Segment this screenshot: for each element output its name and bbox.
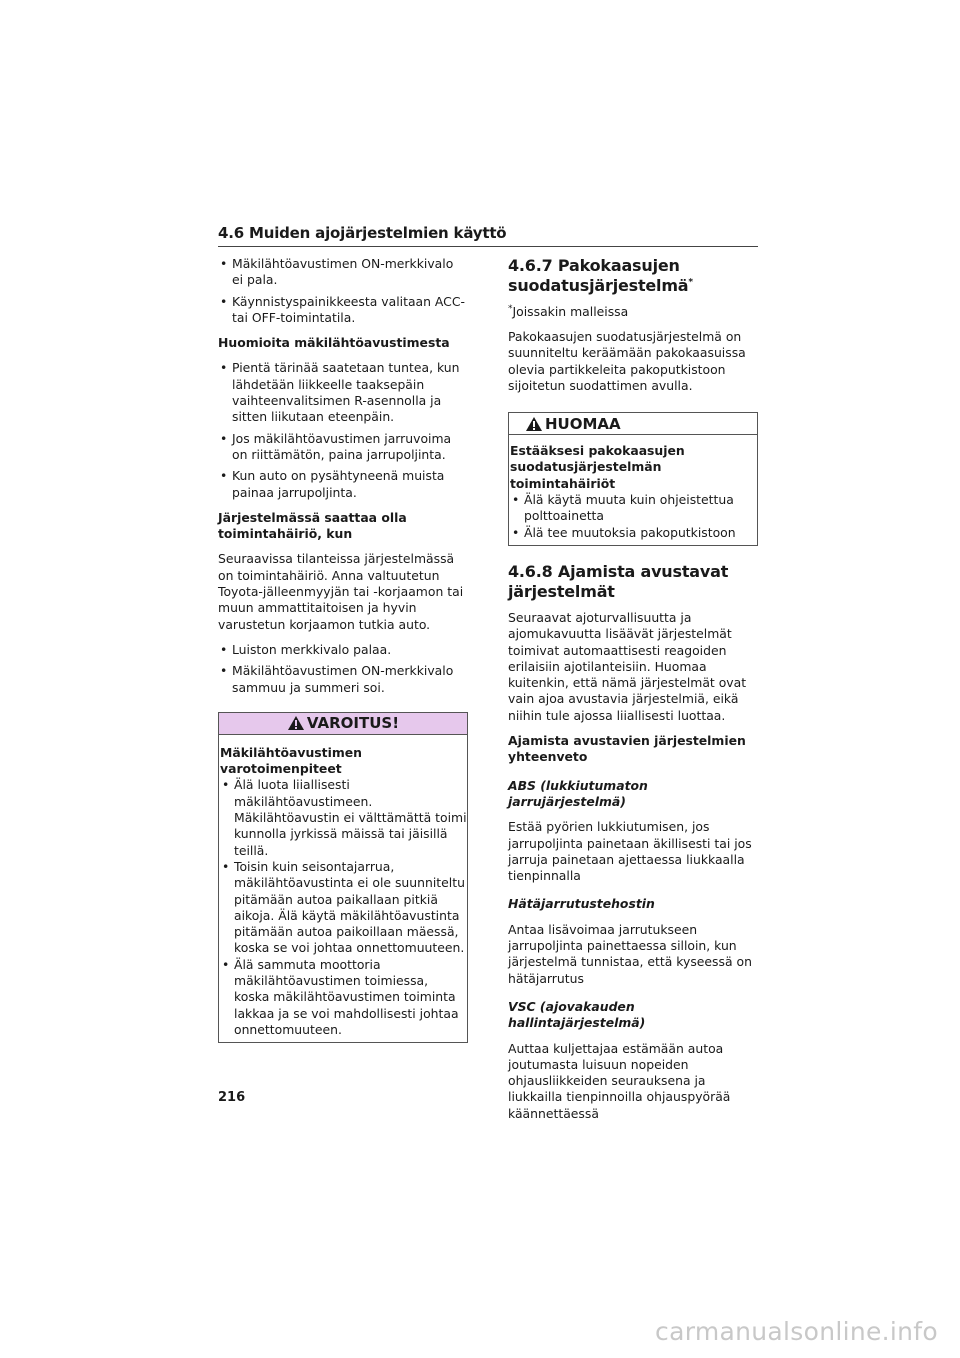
list-item: • Luiston merkkivalo palaa. [218,642,468,658]
assist-systems-paragraph: Seuraavat ajoturvallisuutta ja ajomukavuutta lisäävät järjestelmät toimivat automaattisesti reagoiden erilaisiin ajotilanteisiin. Huomaa kuitenkin, että nämä järjestelmät ovat vain ajoa avustavia järjestelmiä, eikä niihin tule ajossa liiallisesti luottaa. [508,609,747,723]
note-header [509,413,757,435]
note-box [508,412,758,546]
right-column [508,256,758,1131]
asterisk-mark: * [688,277,693,288]
footnote-text: Joissakin malleissa [512,304,629,319]
list-item: • Pientä tärinää saatetaan tuntea, kun lähdetään liikkeelle taaksepäin vaihteenvalitsimen R-asennolla ja sitten liikutaan eteenpäin. [218,360,468,425]
section-heading-exhaust-filter [508,256,758,296]
section-heading-text: 4.6.7 Pakokaasujen suodatusjärjestelmä [508,256,689,295]
heading-notes: Huomioita mäkilähtöavustimesta [218,335,450,351]
warning-title: VAROITUS! [306,714,400,733]
vsc-text: Auttaa kuljettajaa estämään autoa joutumasta luisuun nopeiden ohjausliikkeiden seurauksena ja liukkailla tienpinnoilla ohjauspyörää käännettäessä [508,1040,731,1121]
malfunction-paragraph: Seuraavissa tilanteissa järjestelmässä on toimintahäiriö. Anna valtuutetun Toyota-jälleenmyyjän tai -korjaamon tai muun ammattitaitoisen ja hyvin varustetun korjaamon tutkia auto. [218,551,464,632]
list-item: • Toisin kuin seisontajarrua, mäkilähtöavustinta ei ole suunniteltu pitämään autoa paikallaan pitkiä aikoja. Älä käytä mäkilähtöavustinta pitämään autoa paikoillaan mäessä, koska se voi johtaa onnettomuuteen. [220,859,467,957]
bullet-list-status [218,256,468,326]
bullet-list-notes [218,360,468,500]
list-item: • Älä sammuta moottoria mäkilähtöavustimen toimiessa, koska mäkilähtöavustimen toiminta lakkaa ja se voi mahdollisesti johtaa onnettomuuteen. [220,957,467,1038]
list-item: • Kun auto on pysähtyneenä muista painaa jarrupoljinta. [218,468,468,501]
section-heading-assist-systems: 4.6.8 Ajamista avustavat järjestelmät [508,561,729,601]
list-item: • Älä käytä muuta kuin ohjeistettua polttoainetta [510,492,757,525]
section-title: 4.6 Muiden ajojärjestelmien käyttö [218,224,507,242]
list-item: • Mäkilähtöavustimen ON-merkkivalo ei pala. [218,256,468,289]
summary-heading: Ajamista avustavien järjestelmien yhteenveto [508,733,746,765]
vsc-title: VSC (ajovakauden hallintajärjestelmä) [508,998,646,1031]
footnote [508,304,758,320]
left-column [218,256,468,1055]
footnote-mark: * [508,303,513,314]
list-item: • Käynnistyspainikkeesta valitaan ACC- tai OFF-toimintatila. [218,294,468,327]
page-number: 216 [218,1090,246,1105]
list-item: • Mäkilähtöavustimen ON-merkkivalo sammuu ja summeri soi. [218,663,468,696]
brake-assist-title: Hätäjarrutustehostin [508,896,655,912]
warning-header [219,713,467,735]
warning-list [220,777,467,1038]
note-list [510,492,757,541]
warning-subtitle: Mäkilähtöavustimen varotoimenpiteet [220,744,362,777]
list-item: • Älä luota liiallisesti mäkilähtöavustimeen. Mäkilähtöavustin ei välttämättä toimi kunnolla jyrkissä mäissä tai jäisillä teillä. [220,777,467,858]
note-subtitle: Estääksesi pakokaasujen suodatusjärjestelmän toimintahäiriöt [510,443,685,491]
abs-title: ABS (lukkiutumaton jarrujärjestelmä) [508,777,648,809]
list-item: • Älä tee muutoksia pakoputkistoon [510,525,757,541]
warning-icon [525,416,543,432]
warning-body [219,735,467,1042]
watermark: carmanualsonline.info [655,1317,938,1346]
note-title: HUOMAA [545,414,621,433]
list-item: • Jos mäkilähtöavustimen jarruvoima on riittämätön, paina jarrupoljinta. [218,431,468,464]
section-header [218,224,758,247]
warning-icon [287,715,305,731]
bullet-list-malfunction [218,642,468,696]
warning-box [218,712,468,1043]
abs-text: Estää pyörien lukkiutumisen, jos jarrupoljinta painetaan äkillisesti tai jos jarruja painetaan ajettaessa liukkaalla tienpinnalla [508,819,752,884]
exhaust-filter-paragraph: Pakokaasujen suodatusjärjestelmä on suunniteltu keräämään pakokaasuissa olevia partikkeleita pakoputkistoon sijoitetun suodattimen avulla. [508,329,746,393]
heading-malfunction: Järjestelmässä saattaa olla toimintahäiriö, kun [218,509,407,542]
brake-assist-text: Antaa lisävoimaa jarrutukseen jarrupoljinta painettaessa silloin, kun järjestelmä tunnistaa, että kyseessä on hätäjarrutus [508,921,752,986]
note-body [509,435,757,545]
